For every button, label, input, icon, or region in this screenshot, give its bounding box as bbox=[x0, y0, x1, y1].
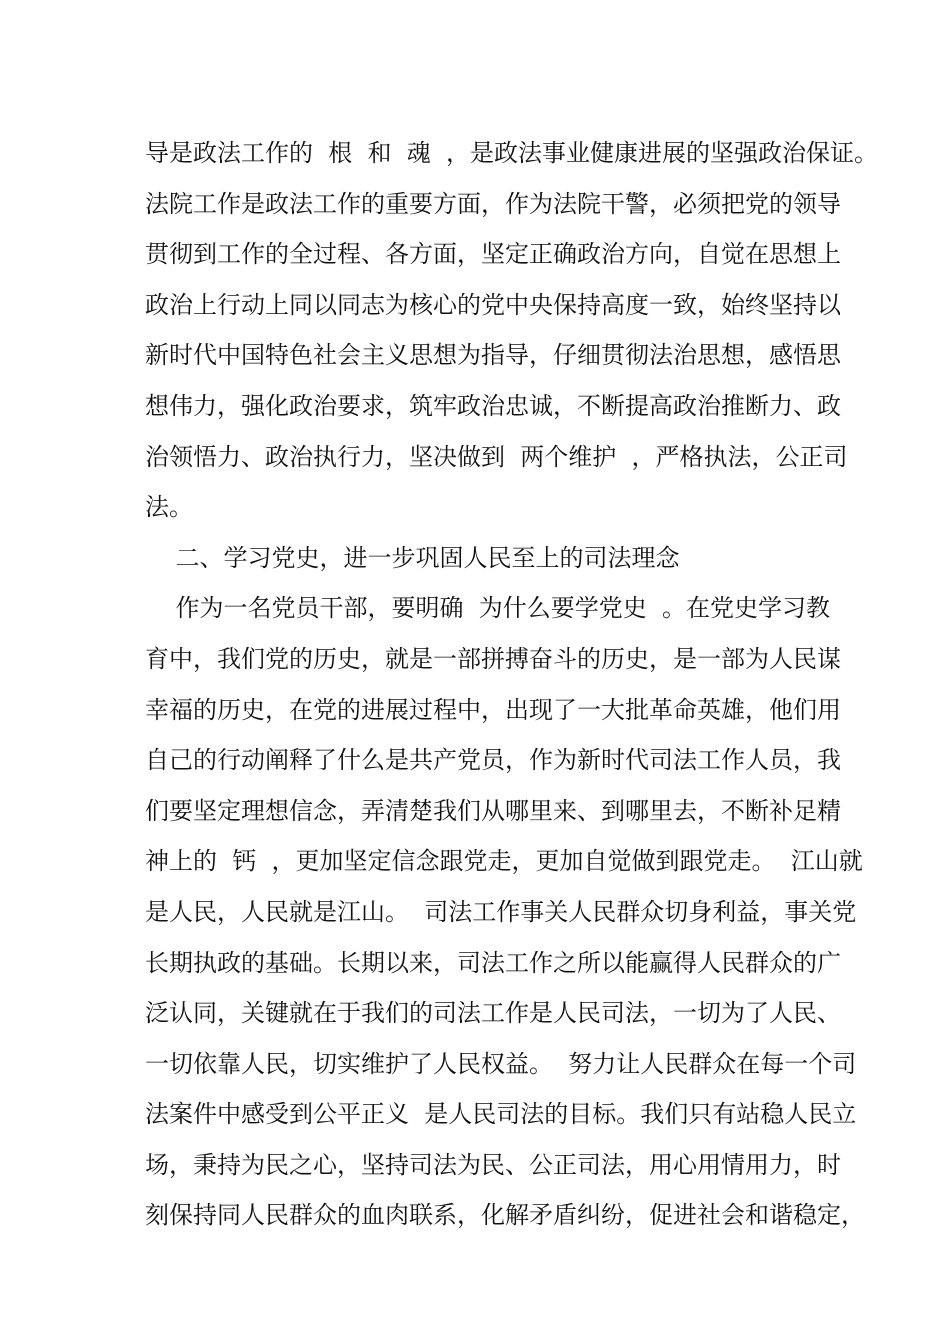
text-line: 刻保持同人民群众的血肉联系，化解矛盾纠纷，促进社会和谐稳定， bbox=[145, 1201, 865, 1230]
text-line: 们要坚定理想信念，弄清楚我们从哪里来、到哪里去，不断补足精 bbox=[145, 796, 841, 825]
body-text bbox=[145, 128, 879, 1241]
text-line: 一切依靠人民，切实维护了人民权益。 努力让人民群众在每一个司 bbox=[145, 1049, 857, 1078]
text-line: 法案件中感受到公平正义 是人民司法的目标。我们只有站稳人民立 bbox=[145, 1100, 857, 1129]
text-line: 泛认同，关键就在于我们的司法工作是人民司法，一切为了人民、 bbox=[145, 999, 841, 1028]
text-line: 想伟力，强化政治要求，筑牢政治忠诚，不断提高政治推断力、政 bbox=[145, 391, 841, 420]
text-line: 贯彻到工作的全过程、各方面，坚定正确政治方向，自觉在思想上 bbox=[145, 240, 841, 269]
text-line: 法。 bbox=[145, 493, 193, 522]
text-line: 是人民，人民就是江山。 司法工作事关人民群众切身利益，事关党 bbox=[145, 897, 857, 926]
text-line: 政治上行动上同以同志为核心的党中央保持高度一致，始终坚持以 bbox=[145, 290, 841, 319]
text-line: 作为一名党员干部，要明确 为什么要学党史 。在党史学习教 bbox=[145, 594, 831, 623]
text-line: 新时代中国特色社会主义思想为指导，仔细贯彻法治思想，感悟思 bbox=[145, 341, 841, 370]
text-line: 治领悟力、政治执行力，坚决做到 两个维护 ，严格执法，公正司 bbox=[145, 442, 848, 471]
text-line: 育中，我们党的历史，就是一部拼搏奋斗的历史，是一部为人民谋 bbox=[145, 644, 841, 673]
text-line: 幸福的历史，在党的进展过程中，出现了一大批革命英雄，他们用 bbox=[145, 695, 841, 724]
text-line: 导是政法工作的 根 和 魂 ，是政法事业健康进展的坚强政治保证。 bbox=[145, 139, 879, 167]
section-heading: 二、学习党史，进一步巩固人民至上的司法理念 bbox=[145, 543, 680, 572]
text-line: 神上的 钙 ，更加坚定信念跟党走，更加自觉做到跟党走。 江山就 bbox=[145, 847, 863, 876]
text-line: 自己的行动阐释了什么是共产党员，作为新时代司法工作人员，我 bbox=[145, 746, 841, 775]
text-line: 长期执政的基础。长期以来，司法工作之所以能赢得人民群众的广 bbox=[145, 948, 841, 977]
text-line: 场，秉持为民之心，坚持司法为民、公正司法，用心用情用力，时 bbox=[145, 1150, 841, 1179]
text-line: 法院工作是政法工作的重要方面，作为法院干警，必须把党的领导 bbox=[145, 189, 841, 218]
